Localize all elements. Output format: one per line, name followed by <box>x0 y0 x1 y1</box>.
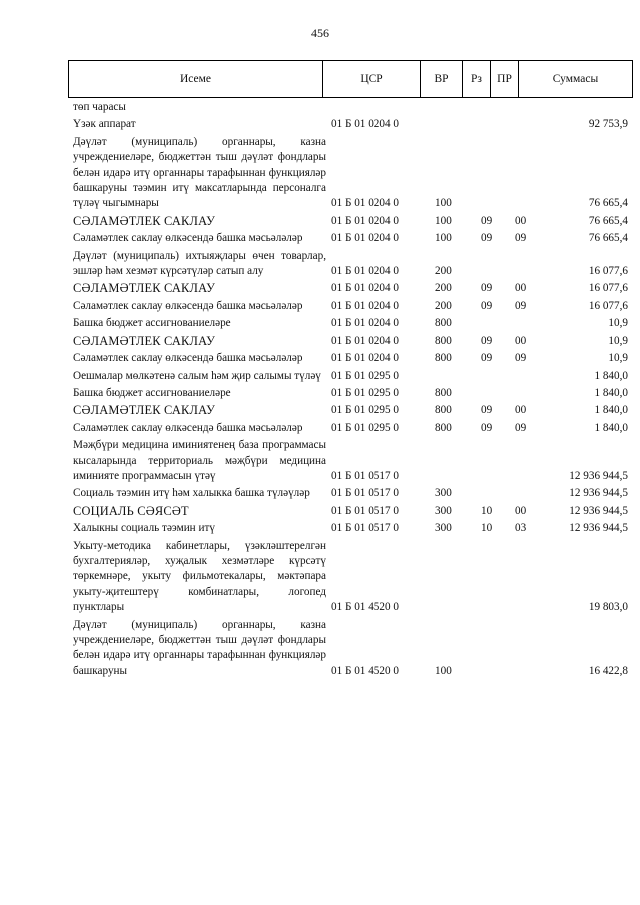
row-sum: 16 077,6 <box>588 265 628 278</box>
row-csr: 01 Б 01 0517 0 <box>331 487 399 500</box>
table-row <box>73 351 628 366</box>
table-row <box>73 539 628 616</box>
row-vr: 200 <box>435 282 452 295</box>
table-body <box>73 100 628 679</box>
row-csr: 01 Б 01 4520 0 <box>331 601 399 614</box>
row-sum: 10,9 <box>608 352 628 365</box>
row-name: Дәүләт (муниципаль) органнары, казна учреждениеләре, бюджеттән тыш дәүләт фондлары белән идарә итү органнары тарафыннан функцияләр башкаруны тәэмин итү максатларында персоналга түләү чыгымнары <box>73 135 326 210</box>
table-row <box>73 486 628 501</box>
row-rz: 09 <box>481 214 493 227</box>
row-sum: 12 936 944,5 <box>569 487 628 500</box>
row-csr: 01 Б 01 0204 0 <box>331 214 399 227</box>
row-csr: 01 Б 01 0204 0 <box>331 118 399 131</box>
row-name: СӘЛАМӘТЛЕК САКЛАУ <box>73 281 216 296</box>
row-sum: 12 936 944,5 <box>569 522 628 535</box>
row-vr: 200 <box>435 299 452 312</box>
row-pr: 00 <box>515 334 527 347</box>
row-name: Сәламәтлек саклау өлкәсендә башка мәсьәләләр <box>73 232 303 245</box>
table-row <box>73 521 628 536</box>
row-csr: 01 Б 01 0517 0 <box>331 504 399 517</box>
table-row <box>73 249 628 280</box>
row-vr: 100 <box>435 232 452 245</box>
row-name: Мәҗбүри медицина иминиятенең база программасы кысаларында территориаль мәҗбүри медицина иминияте программасын үтәү <box>73 439 326 482</box>
row-rz: 10 <box>481 504 493 517</box>
header-pr: ПР <box>491 61 519 97</box>
table-row <box>73 299 628 314</box>
row-sum: 76 665,4 <box>588 232 628 245</box>
row-csr: 01 Б 01 0517 0 <box>331 469 399 482</box>
row-rz: 09 <box>481 232 493 245</box>
table-header <box>68 60 633 98</box>
header-name: Исеме <box>69 61 323 97</box>
row-rz: 09 <box>481 282 493 295</box>
row-name: Сәламәтлек саклау өлкәсендә башка мәсьәләләр <box>73 421 303 434</box>
table-row <box>73 214 628 229</box>
row-sum: 76 665,4 <box>588 214 628 227</box>
table-row <box>73 135 628 212</box>
row-name: Сәламәтлек саклау өлкәсендә башка мәсьәләләр <box>73 299 303 312</box>
row-rz: 09 <box>481 352 493 365</box>
row-vr: 300 <box>435 487 452 500</box>
row-name: Оешмалар мөлкәтенә салым һәм җир салымы түләү <box>73 369 321 382</box>
row-vr: 800 <box>435 386 452 399</box>
row-sum: 76 665,4 <box>588 197 628 210</box>
row-pr: 00 <box>515 214 527 227</box>
table-row <box>73 504 628 519</box>
row-sum: 1 840,0 <box>594 404 628 417</box>
row-vr: 300 <box>435 504 452 517</box>
row-sum: 16 077,6 <box>588 299 628 312</box>
row-csr: 01 Б 01 0204 0 <box>331 317 399 330</box>
row-name: Халыкны социаль тәэмин итү <box>73 522 215 535</box>
row-vr: 800 <box>435 317 452 330</box>
row-sum: 10,9 <box>608 317 628 330</box>
row-csr: 01 Б 01 0295 0 <box>331 421 399 434</box>
table-row <box>73 369 628 384</box>
row-name: Дәүләт (муниципаль) ихтыяҗлары өчен товарлар, эшләр һәм хезмәт күрсәтүләр сатып алу <box>73 249 326 278</box>
row-sum: 1 840,0 <box>594 369 628 382</box>
row-name: Укыту-методика кабинетлары, үзәкләштерелгән бухгалтерияләр, хуҗалык хезмәтләре күрсәтү төркемнәре, укыту фильмотекалары, мәктәпара укыту-җитештерү комбинатлары, логопед пунктлары <box>73 539 326 614</box>
row-sum: 1 840,0 <box>594 386 628 399</box>
row-vr: 200 <box>435 265 452 278</box>
row-pr: 09 <box>515 232 527 245</box>
row-pr: 00 <box>515 282 527 295</box>
row-sum: 10,9 <box>608 334 628 347</box>
row-vr: 800 <box>435 421 452 434</box>
row-rz: 10 <box>481 522 493 535</box>
row-rz: 09 <box>481 421 493 434</box>
row-sum: 12 936 944,5 <box>569 469 628 482</box>
table-row <box>73 117 628 132</box>
row-name: Социаль тәэмин итү һәм халыкка башка түләүләр <box>73 487 310 500</box>
page-number: 456 <box>311 26 329 40</box>
row-csr: 01 Б 01 0517 0 <box>331 522 399 535</box>
row-csr: 01 Б 01 0204 0 <box>331 334 399 347</box>
row-name: СОЦИАЛЬ СӘЯСӘТ <box>73 503 189 518</box>
row-vr: 800 <box>435 352 452 365</box>
row-name: Башка бюджет ассигнованиеләре <box>73 317 231 330</box>
table-row <box>73 231 628 246</box>
row-name: СӘЛАМӘТЛЕК САКЛАУ <box>73 333 216 348</box>
row-pr: 09 <box>515 421 527 434</box>
table-row <box>73 334 628 349</box>
row-csr: 01 Б 01 0204 0 <box>331 232 399 245</box>
row-pr: 03 <box>515 522 527 535</box>
row-pr: 09 <box>515 299 527 312</box>
row-csr: 01 Б 01 4520 0 <box>331 664 399 677</box>
table-row <box>73 386 628 401</box>
table-row <box>73 281 628 296</box>
table-row <box>73 403 628 418</box>
row-vr: 100 <box>435 197 452 210</box>
header-sum: Суммасы <box>552 73 599 85</box>
row-csr: 01 Б 01 0204 0 <box>331 352 399 365</box>
table-row <box>73 100 628 115</box>
row-name: СӘЛАМӘТЛЕК САКЛАУ <box>73 403 216 418</box>
row-csr: 01 Б 01 0295 0 <box>331 386 399 399</box>
row-name: Сәламәтлек саклау өлкәсендә башка мәсьәләләр <box>73 352 303 365</box>
row-sum: 92 753,9 <box>588 118 628 131</box>
row-csr: 01 Б 01 0204 0 <box>331 197 399 210</box>
row-rz: 09 <box>481 299 493 312</box>
row-name: Дәүләт (муниципаль) органнары, казна учреждениеләре, бюджеттән тыш дәүләт фондлары белән идарә итү органнары тарафыннан функцияләр башкаруны <box>73 618 326 677</box>
table-row <box>73 618 628 680</box>
row-pr: 00 <box>515 404 527 417</box>
row-sum: 16 077,6 <box>588 282 628 295</box>
row-vr: 800 <box>435 404 452 417</box>
row-vr: 100 <box>435 664 452 677</box>
row-csr: 01 Б 01 0204 0 <box>331 282 399 295</box>
header-rz: Рз <box>463 61 491 97</box>
table-row <box>73 316 628 331</box>
row-name: СӘЛАМӘТЛЕК САКЛАУ <box>73 213 216 228</box>
header-csr: ЦСР <box>323 61 421 97</box>
row-name: төп чарасы <box>73 101 126 113</box>
row-name: Үзәк аппарат <box>73 118 136 131</box>
row-sum: 1 840,0 <box>594 421 628 434</box>
row-csr: 01 Б 01 0295 0 <box>331 404 399 417</box>
row-sum: 16 422,8 <box>588 664 628 677</box>
row-pr: 09 <box>515 352 527 365</box>
row-csr: 01 Б 01 0295 0 <box>331 369 399 382</box>
table-row <box>73 438 628 484</box>
row-rz: 09 <box>481 404 493 417</box>
row-vr: 300 <box>435 522 452 535</box>
row-csr: 01 Б 01 0204 0 <box>331 299 399 312</box>
row-vr: 800 <box>435 334 452 347</box>
table-row <box>73 421 628 436</box>
header-vr: ВР <box>421 61 463 97</box>
row-sum: 19 803,0 <box>588 601 628 614</box>
row-rz: 09 <box>481 334 493 347</box>
row-vr: 100 <box>435 214 452 227</box>
row-pr: 00 <box>515 504 527 517</box>
row-name: Башка бюджет ассигнованиеләре <box>73 386 231 399</box>
row-csr: 01 Б 01 0204 0 <box>331 265 399 278</box>
row-sum: 12 936 944,5 <box>569 504 628 517</box>
